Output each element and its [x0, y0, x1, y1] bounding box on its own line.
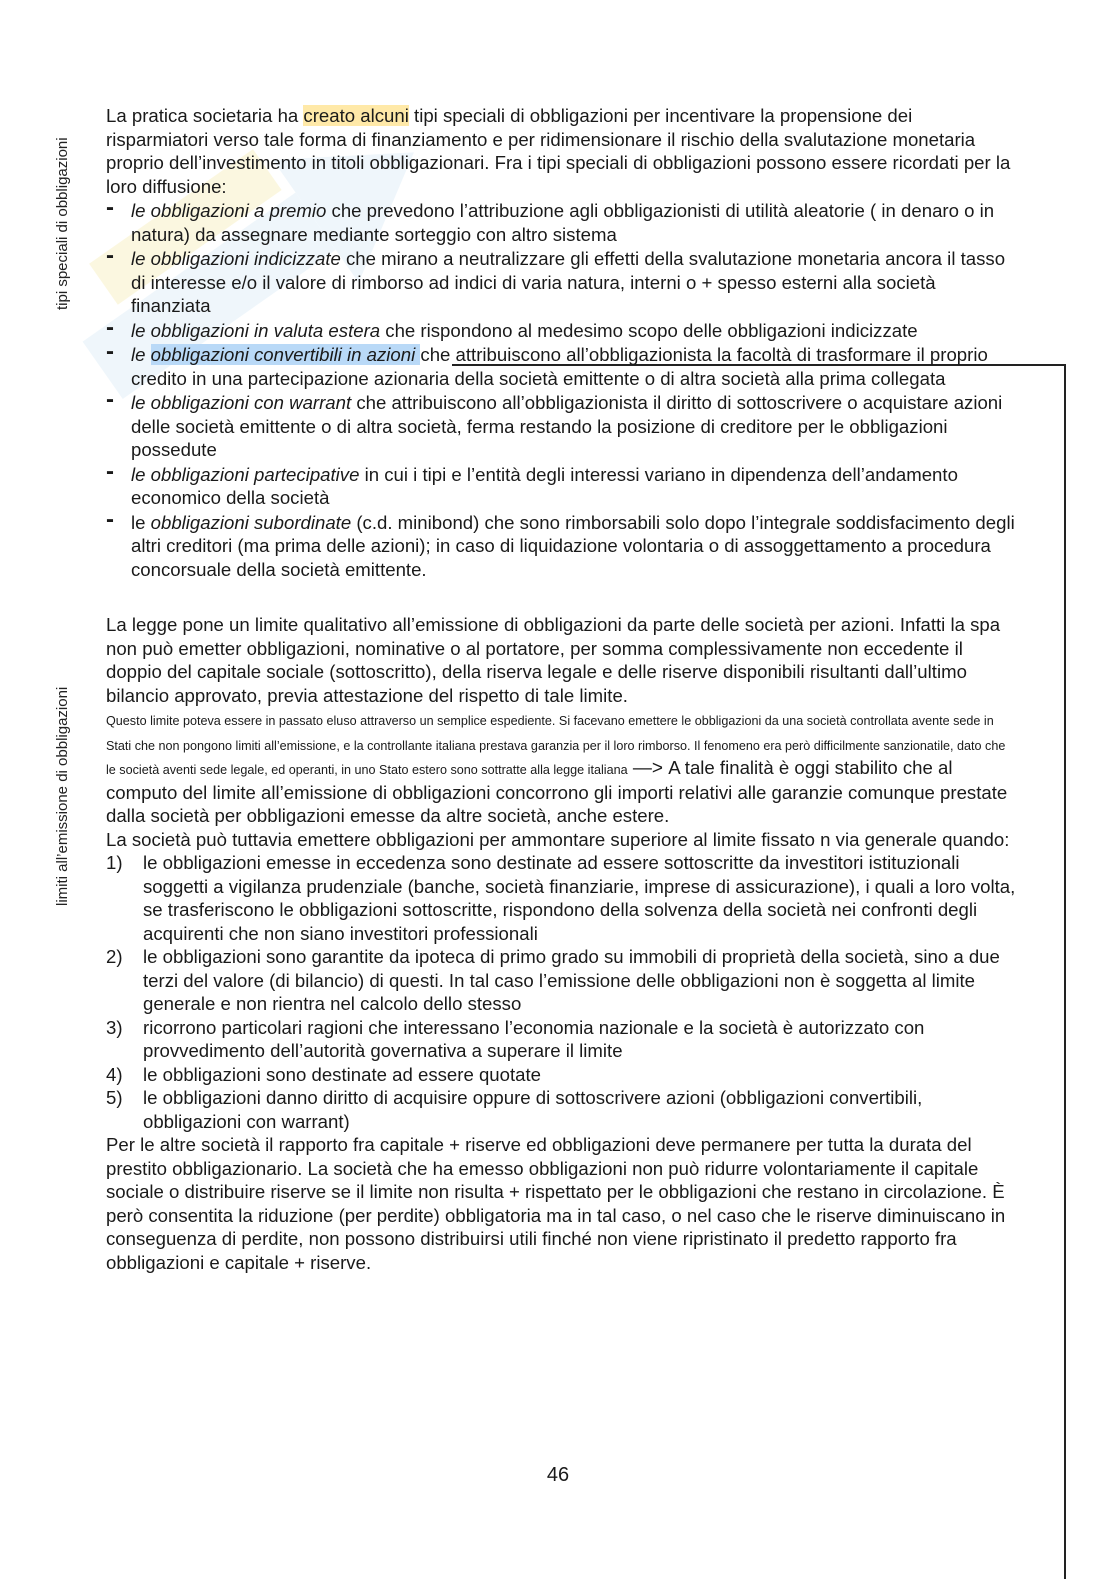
list-item: - le obbligazioni con warrant che attribuiscono all’obbligazionista il diritto di sottoscrivere o acquistare azioni delle società emittente o di altra società, ferma restando la posizione di creditore per le obbligazioni possedute — [106, 386, 1003, 460]
list-item: - le obbligazioni a premio che prevedono l’attribuzione agli obbligazionisti di utilità aleatorie ( in denaro o in natura) da assegnare mediante sorteggio con altro sistema — [106, 194, 995, 245]
dash-bullet: - — [106, 338, 114, 365]
dash-bullet: - — [106, 386, 114, 413]
limit-paragraph: La legge pone un limite qualitativo all’emissione di obbligazioni da parte delle società per azioni. Infatti la spa non può emetter obbligazioni, nominative o al portatore, per somma complessivamente non eccedente il doppio del capitale sociale (sottoscritto), della riserva legale e delle riserve disponibili risultanti dall’ultimo bilancio approvato, previa attestazione del rispetto di tale limite. — [106, 614, 1001, 706]
list-item: - le obbligazioni indicizzate che mirano a neutralizzare gli effetti della svalutazione monetaria ancora il tasso di interesse e/o il valore di rimborso ad indici di varia natura, interni o + spesso esterni alla società finanziata — [106, 242, 1006, 316]
conditions-list — [106, 851, 1018, 1133]
list-item: 1) le obbligazioni emesse in eccedenza sono destinate ad essere sottoscritte da investitori istituzionali soggetti a vigilanza prudenziale (banche, società finanziarie, imprese di assicurazione), i quali a loro volta, se trasferiscono le obbligazioni sottoscritte, rispondono della solvenza della società nei confronti degli acquirenti che non siano investitori professionali — [106, 852, 1016, 944]
special-bond-types-list — [106, 194, 1018, 581]
list-item: - le obbligazioni convertibili in azioni che attribuiscono all’obbligazionista la facoltà di trasformare il proprio credito in una partecipazione azionaria della società emittente o di altra società alla prima collegata — [106, 338, 988, 389]
exception-intro: La società può tuttavia emettere obbligazioni per ammontare superiore al limite fissato n via generale quando: — [106, 828, 1010, 850]
side-label-issue-limits: limiti all’emissione di obbligazioni — [54, 686, 71, 906]
list-item: - le obbligazioni subordinate (c.d. minibond) che sono rimborsabili solo dopo l’integrale soddisfacimento degli altri creditori (ma prima delle azioni); in caso di liquidazione volontaria o di assoggettamento a procedura concorsuale della società emittente. — [106, 505, 1015, 580]
list-item: - le obbligazioni partecipative in cui i tipi e l’entità degli interessi variano in dipendenza dell’andamento economico della società — [106, 457, 958, 508]
small-note: Questo limite poteva essere in passato eluso attraverso un semplice espediente. Si facevano emettere le obbligazioni da una società controllata avente sede in Stati che non pongono limiti all’emissione, e la controllante italiana prestava garanzia per il loro rimborso. Il fenomeno era però difficilmente sanzionatile, dato che le società aventi sede legale, ed operanti, in uno Stato estero sono sottratte alla legge italiana — [106, 714, 1006, 777]
selected-text: obbligazioni convertibili in azioni — [150, 344, 421, 365]
main-text — [106, 104, 1018, 1274]
side-label-special-types: tipi speciali di obbligazioni — [54, 137, 71, 310]
list-item: 2) le obbligazioni sono garantite da ipoteca di primo grado su immobili di proprietà della società, sino a due terzi del valore (di bilancio) di questi. In tal caso l’emissione delle obbligazioni non è soggetta al limite generale e non rientra nel calcolo dello stesso — [106, 946, 1000, 1014]
list-item: 3) ricorrono particolari ragioni che interessano l’economia nazionale e la società è autorizzato con provvedimento dell’autorità governativa a superare il limite — [106, 1016, 925, 1061]
list-item: 4) le obbligazioni sono destinate ad essere quotate — [106, 1063, 541, 1085]
dash-bullet: - — [106, 457, 114, 485]
highlighted-text: creato alcuni — [303, 105, 409, 126]
list-item: - le obbligazioni in valuta estera che rispondono al medesimo scopo delle obbligazioni indicizzate — [106, 313, 918, 341]
dash-bullet: - — [106, 505, 114, 533]
closing-paragraph: Per le altre società il rapporto fra capitale + riserve ed obbligazioni deve permanere per tutta la durata del prestito obbligazionario. La società che ha emesso obbligazioni non può ridurre volontariamente il capitale sociale o distribuire riserve se il limite non risulta + rispettato per le obbligazioni che restano in circolazione. È però consentita la riduzione (per perdite) obbligatoria ma in tal caso, o nel caso che le riserve diminuiscano in conseguenza di perdite, non possono distribuirsi utili finché non viene ripristinato il predetto rapporto fra obbligazioni e capitale + riserve. — [106, 1134, 1006, 1273]
list-item: 5) le obbligazioni danno diritto di acquisire oppure di sottoscrivere azioni (obbligazioni convertibili, obbligazioni con warrant) — [106, 1087, 923, 1132]
dash-bullet: - — [106, 194, 114, 221]
page-number: 46 — [546, 1464, 570, 1486]
dash-bullet: - — [106, 242, 114, 269]
limit-note: Questo limite poteva essere in passato eluso attraverso un semplice espediente. Si facevano emettere le obbligazioni da una società controllata avente sede in Stati che non pongono limiti all’emissione, e la controllante italiana prestava garanzia per il loro rimborso. Il fenomeno era però difficilmente sanzionatile, dato che le società aventi sede legale, ed operanti, in uno Stato estero sono sottratte alla legge italiana —> A tale finalità è oggi stabilito che al computo del limite all’emissione di obbligazioni concorrono gli importi relativi alle garanzie comunque prestate dalla società per obbligazioni emesse da altre società, anche estere. — [106, 714, 1008, 826]
intro-paragraph: La pratica societaria ha creato alcuni tipi speciali di obbligazioni per incentivare la propensione dei risparmiatori verso tale forma di finanziamento e per ridimensionare il rischio della svalutazione monetaria proprio dell’investimento in titoli obbligazionari. Fra i tipi speciali di obbligazioni possono essere ricordati per la loro diffusione: — [106, 105, 1011, 197]
arrow: —> — [627, 758, 669, 779]
dash-bullet: - — [106, 313, 114, 341]
frame-line-right — [1064, 364, 1066, 1579]
